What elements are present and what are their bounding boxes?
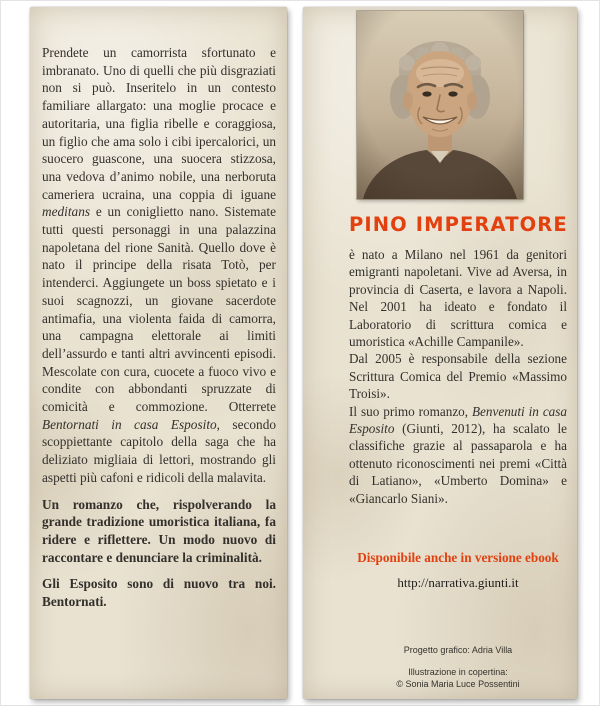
blurb-paragraph-2: Un romanzo che, rispolverando la grande tradizione umoristica italiana, fa ridere e riflettere. Un modo nuovo di raccontare e denunciare la criminalità.: [42, 496, 276, 565]
latin-term-italic: meditans: [42, 204, 91, 220]
bio-paragraph-1: è nato a Milano nel 1961 da genitori emigranti napoletani. Vive ad Aversa, in provincia di Caserta, e lavora a Napoli. Nel 2001 ha ideato e fondato il Laboratorio di scrittura comica e umoristica «Achille Campanile».: [349, 247, 567, 350]
blurb-paragraph-3: Gli Esposito sono di nuovo tra noi. Bentornati.: [42, 576, 276, 610]
credit-cover-illustration-label: Illustrazione in copertina:: [408, 667, 508, 677]
blurb-paragraph-1: [42, 44, 276, 487]
right-flap: [303, 7, 577, 699]
book-title-italic: Benvenuti in casa Esposito: [349, 403, 567, 437]
bio-paragraph-2: Dal 2005 è responsabile della sezione Scrittura Comica del Premio «Massimo Troisi».: [349, 351, 567, 402]
author-bio: [349, 246, 567, 507]
author-photo: [357, 11, 523, 199]
blurb-run: Prendete un camorrista sfortunato e imbranato. Uno di quelli che più disgraziati non si può. Inseritelo in un contesto familiare allargato: una moglie procace e autoritaria, una figlia ribelle e coraggiosa, un figlio che ama solo i cibi ipercalorici, un suocero guascone, una suocera stizzosa, una vedova d’animo nobile, una nerboruta cameriera ucraina, una coppia di iguane: [42, 45, 276, 202]
bio-run: Il suo primo romanzo,: [349, 403, 472, 419]
book-title-italic: Bentornati in casa Esposito: [42, 416, 217, 432]
credits: [349, 645, 567, 691]
author-name: PINO IMPERATORE: [349, 213, 568, 236]
publisher-url: http://narrativa.giunti.it: [397, 575, 519, 590]
blurb-run: , secondo scoppiettante capitolo della saga che ha deliziato migliaia di lettori, mostrando gli aspetti più cafoni e ridicoli della malavita.: [42, 416, 276, 485]
bio-paragraph-3: [349, 403, 567, 507]
portrait-illustration: [357, 11, 523, 199]
left-flap: [30, 7, 287, 699]
credit-cover-illustration-author: © Sonia Maria Luce Possentini: [396, 678, 520, 689]
blurb-text: [42, 44, 276, 611]
blurb-run: e un coniglietto nano. Sistemate tutti questi personaggi in una palazzina napoletana del rione Sanità. Quello dove è nato il principe della risata Totò, per intenderci. Aggiungete un boss spietato e i suoi scagnozzi, un giovane sacerdote antimafia, una violenta faida di camorra, una campagna elettorale ai limiti dell’assurdo e tanti altri avvincenti episodi. Mescolate con cura, cuocete a fuoco vivo e condite con abbondanti spruzzate di comicità e commozione. Otterrete: [42, 204, 276, 415]
credit-graphic-design: Progetto grafico: Adria Villa: [403, 644, 513, 655]
bio-run: (Giunti, 2012), ha scalato le classifiche grazie al passaparola e ha ottenuto riconoscimenti nei premi «Città di Latiano», «Umberto Domina» e «Giancarlo Siani».: [349, 421, 567, 506]
ebook-availability-note: Disponibile anche in versione ebook: [357, 550, 559, 565]
